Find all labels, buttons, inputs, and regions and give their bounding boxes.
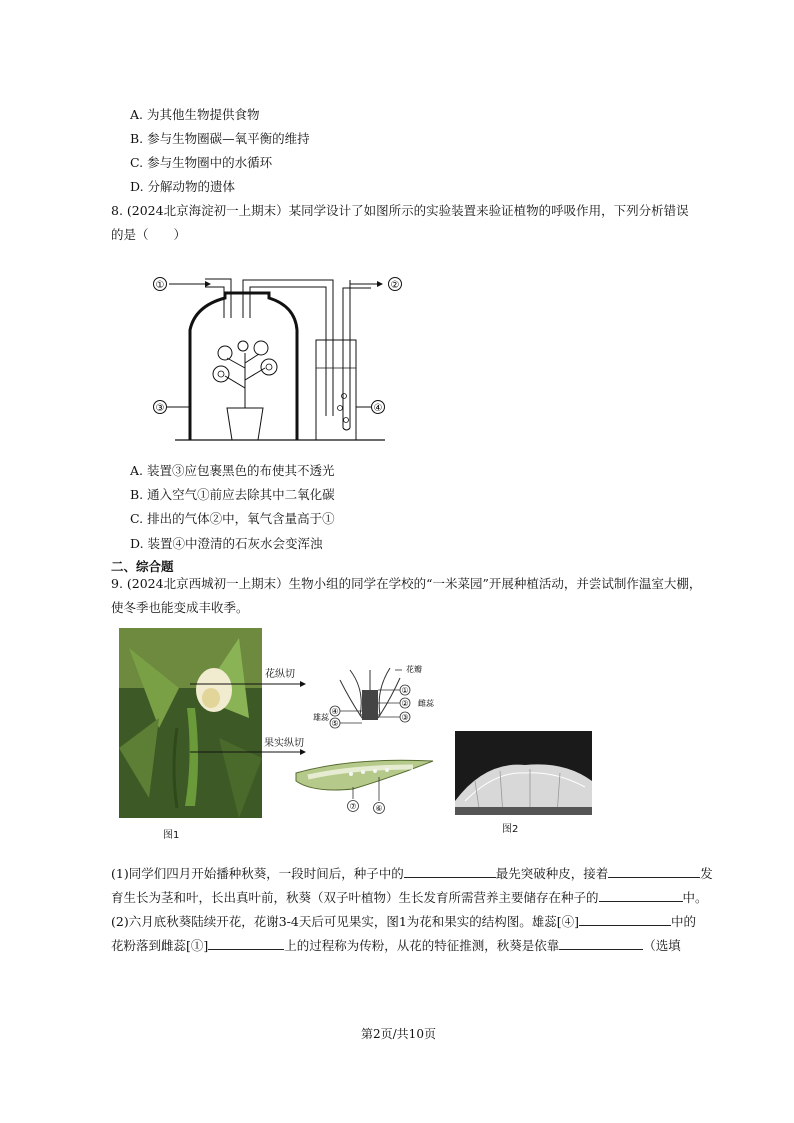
stamen-label: 雄蕊 bbox=[313, 713, 329, 722]
q8-option-a: A. 装置③应包裹黑色的布使其不透光 bbox=[130, 463, 335, 478]
q9-p1-line1: (1)同学们四月开始播种秋葵，一段时间后，种子中的 最先突破种皮，接着 发 bbox=[111, 866, 713, 881]
circ-6: ⑥ bbox=[375, 804, 383, 813]
q8-option-c: C. 排出的气体②中，氧气含量高于① bbox=[130, 511, 335, 526]
page-footer: 第2页/共10页 bbox=[361, 1027, 436, 1041]
q7-option-c: C. 参与生物圈中的水循环 bbox=[130, 155, 273, 170]
flower-section-diagram bbox=[310, 660, 440, 735]
flower-section-label: 花纵切 bbox=[265, 669, 295, 680]
fruit-section-label: 果实纵切 bbox=[264, 738, 304, 749]
q7-option-b: B. 参与生物圈碳—氧平衡的维持 bbox=[130, 131, 310, 146]
fig2-caption: 图2 bbox=[502, 824, 519, 835]
fruit-section-diagram bbox=[293, 757, 443, 817]
q8-stem-line2: 的是（ ） bbox=[111, 227, 187, 242]
respiration-apparatus-figure bbox=[145, 268, 405, 448]
pistil-label: 雌蕊 bbox=[418, 699, 434, 708]
section-heading: 二、综合题 bbox=[111, 559, 174, 574]
circ-5: ⑤ bbox=[331, 719, 339, 728]
circ-4: ④ bbox=[331, 707, 339, 716]
q8-option-d: D. 装置④中澄清的石灰水会变浑浊 bbox=[130, 536, 323, 551]
label-1: ① bbox=[155, 280, 165, 291]
greenhouse-photo bbox=[455, 731, 592, 815]
q9-p2-line1: (2)六月底秋葵陆续开花，花谢3-4天后可见果实，图1为花和果实的结构图。雄蕊[④] 中的 bbox=[111, 914, 697, 929]
q7-option-d: D. 分解动物的遗体 bbox=[130, 179, 236, 194]
circ-7: ⑦ bbox=[349, 802, 357, 811]
circ-1: ① bbox=[401, 686, 409, 695]
q9-p1-line2: 育生长为茎和叶，长出真叶前，秋葵（双子叶植物）生长发育所需营养主要储存在种子的 中。 bbox=[111, 890, 708, 905]
label-3: ③ bbox=[155, 403, 165, 414]
q9-stem-line1: 9. (2024北京西城初一上期末）生物小组的同学在学校的“一米菜园”开展种植活动，并尝试制作温室大棚， bbox=[111, 576, 702, 591]
petal-label: 花瓣 bbox=[406, 665, 422, 674]
q8-stem-line1: 8. (2024北京海淀初一上期末）某同学设计了如图所示的实验装置来验证植物的呼吸作用，下列分析错误 bbox=[111, 203, 689, 218]
q9-p2-line2: 花粉落到雌蕊[①] 上的过程称为传粉，从花的特征推测，秋葵是依靠 （选填 bbox=[111, 938, 681, 953]
label-2: ② bbox=[390, 280, 400, 291]
q7-option-a: A. 为其他生物提供食物 bbox=[130, 107, 260, 122]
circ-3: ③ bbox=[401, 713, 409, 722]
circ-2: ② bbox=[401, 699, 409, 708]
q9-stem-line2: 使冬季也能变成丰收季。 bbox=[111, 600, 249, 615]
label-4: ④ bbox=[373, 403, 383, 414]
q8-option-b: B. 通入空气①前应去除其中二氧化碳 bbox=[130, 487, 335, 502]
fig1-caption: 图1 bbox=[163, 830, 180, 841]
